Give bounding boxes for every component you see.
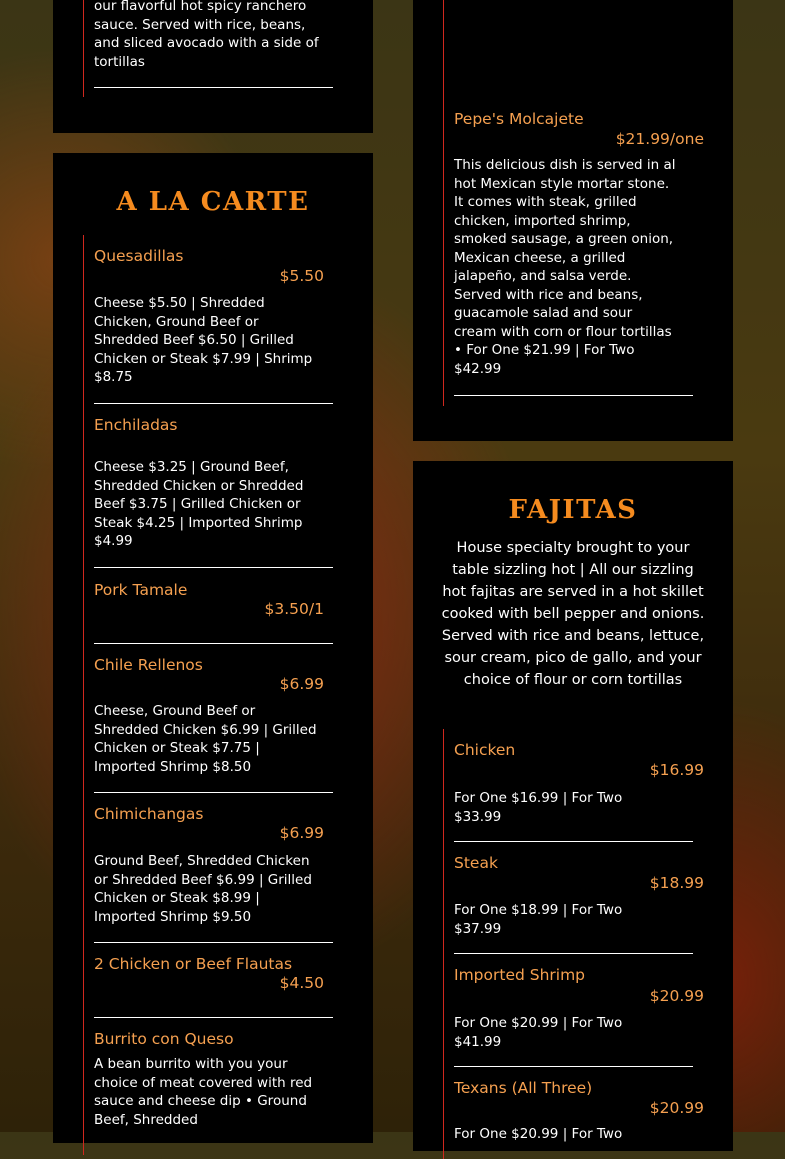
item-price: $4.50 — [279, 974, 324, 992]
item-separator — [94, 1017, 333, 1018]
item-description: For One $20.99 | For Two — [454, 1126, 623, 1142]
item-name: Texans (All Three) — [454, 1079, 593, 1097]
menu-item-enchiladas[interactable] — [94, 416, 334, 556]
item-price: $6.99 — [279, 824, 324, 842]
item-separator — [94, 567, 333, 568]
item-description: A bean burrito with you your choice of meat covered with red sauce and cheese dip • Ground Beef, Shredded — [94, 1056, 313, 1128]
item-name: Pork Tamale — [94, 581, 188, 599]
section-intro: House specialty brought to your table sizzling hot | All our sizzling hot fajitas are served in a hot skillet cooked with bell pepper and onions. Served with rice and beans, lettuce, sour cream, pico de gallo, and your choice of flour or corn tortillas — [441, 540, 705, 688]
section-title: FAJITAS — [508, 495, 638, 525]
item-price: $6.99 — [279, 675, 324, 693]
item-description: Cheese $3.25 | Ground Beef, Shredded Chicken or Shredded Beef $3.75 | Grilled Chicken or Steak $4.25 | Imported Shrimp $4.99 — [94, 459, 304, 549]
item-description: For One $18.99 | For Two $37.99 — [454, 902, 623, 937]
item-name: Pepe's Molcajete — [454, 110, 584, 128]
item-name: 2 Chicken or Beef Flautas — [94, 955, 293, 973]
item-separator — [454, 395, 693, 396]
menu-item-flautas[interactable] — [94, 955, 334, 1015]
item-name: Chile Rellenos — [94, 656, 203, 674]
item-description: our flavorful hot spicy ranchero sauce. Served with rice, beans, and sliced avocado with a side of tortillas — [94, 0, 319, 70]
item-price: $20.99 — [649, 1099, 704, 1117]
item-name: Burrito con Queso — [94, 1030, 234, 1048]
menu-card-top-left — [53, 0, 373, 133]
item-name: Imported Shrimp — [454, 966, 586, 984]
item-separator — [454, 1066, 693, 1067]
item-price: $5.50 — [279, 267, 324, 285]
accent-rule — [83, 235, 84, 1155]
accent-rule — [443, 729, 444, 1159]
item-name: Quesadillas — [94, 247, 184, 265]
menu-item-pork-tamale[interactable] — [94, 581, 334, 641]
item-name: Enchiladas — [94, 416, 178, 434]
item-separator — [94, 792, 333, 793]
item-name: Chicken — [454, 741, 516, 759]
menu-item-chicken-fajitas[interactable] — [454, 741, 704, 836]
item-name: Chimichangas — [94, 805, 204, 823]
menu-card-a-la-carte — [53, 153, 373, 1143]
item-separator — [94, 403, 333, 404]
item-name: Steak — [454, 854, 498, 872]
item-description: For One $16.99 | For Two $33.99 — [454, 790, 623, 825]
menu-item-shrimp-fajitas[interactable] — [454, 966, 704, 1061]
item-price: $18.99 — [649, 874, 704, 892]
item-description: Ground Beef, Shredded Chicken or Shredded Beef $6.99 | Grilled Chicken or Steak $8.99 | Imported Shrimp $9.50 — [94, 853, 312, 925]
item-price: $20.99 — [649, 987, 704, 1005]
menu-item-texans-fajitas[interactable] — [454, 1079, 704, 1142]
section-title: A LA CARTE — [116, 187, 310, 217]
accent-rule — [443, 0, 444, 406]
item-separator — [94, 643, 333, 644]
menu-card-top-right — [413, 0, 733, 441]
item-description: This delicious dish is served in al hot Mexican style mortar stone. It comes with steak, grilled chicken, imported shrimp, smoked sausage, a green onion, Mexican cheese, a grilled jalapeño, and salsa verde. Served with rice and beans, guacamole salad and sour cream with corn or flour tortillas • For One $21.99 | For Two $42.99 — [454, 157, 676, 377]
item-separator — [94, 87, 333, 88]
item-description: Cheese $5.50 | Shredded Chicken, Ground Beef or Shredded Beef $6.50 | Grilled Chicken or Steak $7.99 | Shrimp $8.75 — [94, 295, 313, 385]
menu-item-chimichangas[interactable] — [94, 805, 334, 935]
item-price: $3.50/1 — [264, 600, 324, 618]
item-price: $16.99 — [649, 761, 704, 779]
menu-item-chile-rellenos[interactable] — [94, 656, 334, 786]
menu-item-steak-fajitas[interactable] — [454, 854, 704, 949]
menu-item-pepes-molcajete[interactable] — [454, 110, 704, 400]
menu-item-quesadillas[interactable] — [94, 247, 334, 397]
item-separator — [454, 953, 693, 954]
item-separator — [454, 841, 693, 842]
menu-item-burrito-con-queso[interactable] — [94, 1030, 334, 1140]
menu-card-fajitas — [413, 461, 733, 1151]
item-price: $21.99/one — [615, 130, 704, 148]
item-description: For One $20.99 | For Two $41.99 — [454, 1015, 623, 1050]
item-description: Cheese, Ground Beef or Shredded Chicken $6.99 | Grilled Chicken or Steak $7.75 | Imported Shrimp $8.50 — [94, 703, 317, 775]
item-separator — [94, 942, 333, 943]
accent-rule — [83, 0, 84, 97]
